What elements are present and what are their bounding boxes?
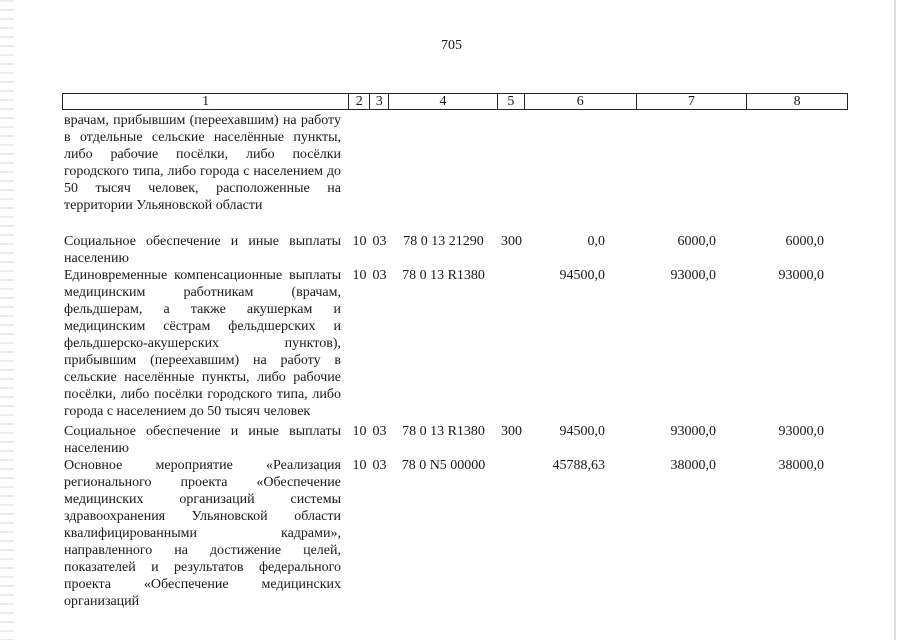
row-section: 10 bbox=[352, 424, 367, 439]
header-col-2: 2 bbox=[349, 94, 370, 109]
row-subsection: 03 bbox=[372, 268, 387, 283]
header-col-8: 8 bbox=[793, 94, 801, 109]
row-value-6: 0,0 bbox=[587, 234, 605, 249]
row-subsection: 03 bbox=[372, 234, 387, 249]
row-target-article: 78 0 13 R1380 bbox=[402, 268, 485, 283]
row-value-7: 93000,0 bbox=[670, 424, 716, 439]
row-expense-type: 300 bbox=[501, 424, 522, 439]
row-section: 10 bbox=[352, 268, 367, 283]
row-description: врачам, прибывшим (переехавшим) на работу в отдельные сельские населённые пункты, либо рабочие посёлки, либо посёлки городского типа, либо города с населением до 50 тысяч человек, расположенные на территории Ульяновской области bbox=[64, 113, 341, 213]
row-description: Социальное обеспечение и иные выплаты населению bbox=[64, 424, 341, 456]
header-col-6: 6 bbox=[525, 94, 637, 109]
page-number: 705 bbox=[441, 38, 462, 53]
header-col-7: 7 bbox=[637, 94, 748, 109]
row-value-8: 93000,0 bbox=[778, 268, 824, 283]
header-col-5: 5 bbox=[498, 94, 525, 109]
row-value-8: 6000,0 bbox=[785, 234, 824, 249]
header-col-4: 4 bbox=[389, 94, 498, 109]
row-target-article: 78 0 N5 00000 bbox=[401, 458, 486, 473]
row-value-6: 45788,63 bbox=[552, 458, 605, 473]
scan-edge bbox=[894, 0, 896, 640]
scan-noise bbox=[0, 0, 14, 640]
header-col-1: 1 bbox=[63, 94, 349, 109]
row-target-article: 78 0 13 21290 bbox=[403, 234, 484, 249]
row-value-7: 6000,0 bbox=[677, 234, 716, 249]
header-col-3: 3 bbox=[370, 94, 389, 109]
row-value-6: 94500,0 bbox=[559, 424, 605, 439]
row-description: Единовременные компенсационные выплаты медицинским работникам (врачам, фельдшерам, а также акушеркам и медицинским сёстрам фельдшерских и фельдшерско-акушерских пунктов), прибывшим (переехавшим) на работу в сельские населённые пункты, либо рабочие посёлки, либо посёлки городского типа, либо города с населением до 50 тысяч человек bbox=[64, 268, 341, 419]
row-description: Социальное обеспечение и иные выплаты населению bbox=[64, 234, 341, 266]
row-value-6: 94500,0 bbox=[559, 268, 605, 283]
row-value-8: 93000,0 bbox=[778, 424, 824, 439]
table-header bbox=[62, 93, 848, 110]
row-section: 10 bbox=[352, 458, 367, 473]
row-section: 10 bbox=[352, 234, 367, 249]
row-target-article: 78 0 13 R1380 bbox=[402, 424, 485, 439]
row-subsection: 03 bbox=[372, 424, 387, 439]
row-description: Основное мероприятие «Реализация регионального проекта «Обеспечение медицинских организаций системы здравоохранения Ульяновской области квалифицированными кадрами», направленного на достижение целей, показателей и результатов федерального проекта «Обеспечение медицинских организаций bbox=[64, 458, 341, 609]
row-value-8: 38000,0 bbox=[778, 458, 824, 473]
row-expense-type: 300 bbox=[501, 234, 522, 249]
row-value-7: 93000,0 bbox=[670, 268, 716, 283]
row-subsection: 03 bbox=[372, 458, 387, 473]
row-value-7: 38000,0 bbox=[670, 458, 716, 473]
